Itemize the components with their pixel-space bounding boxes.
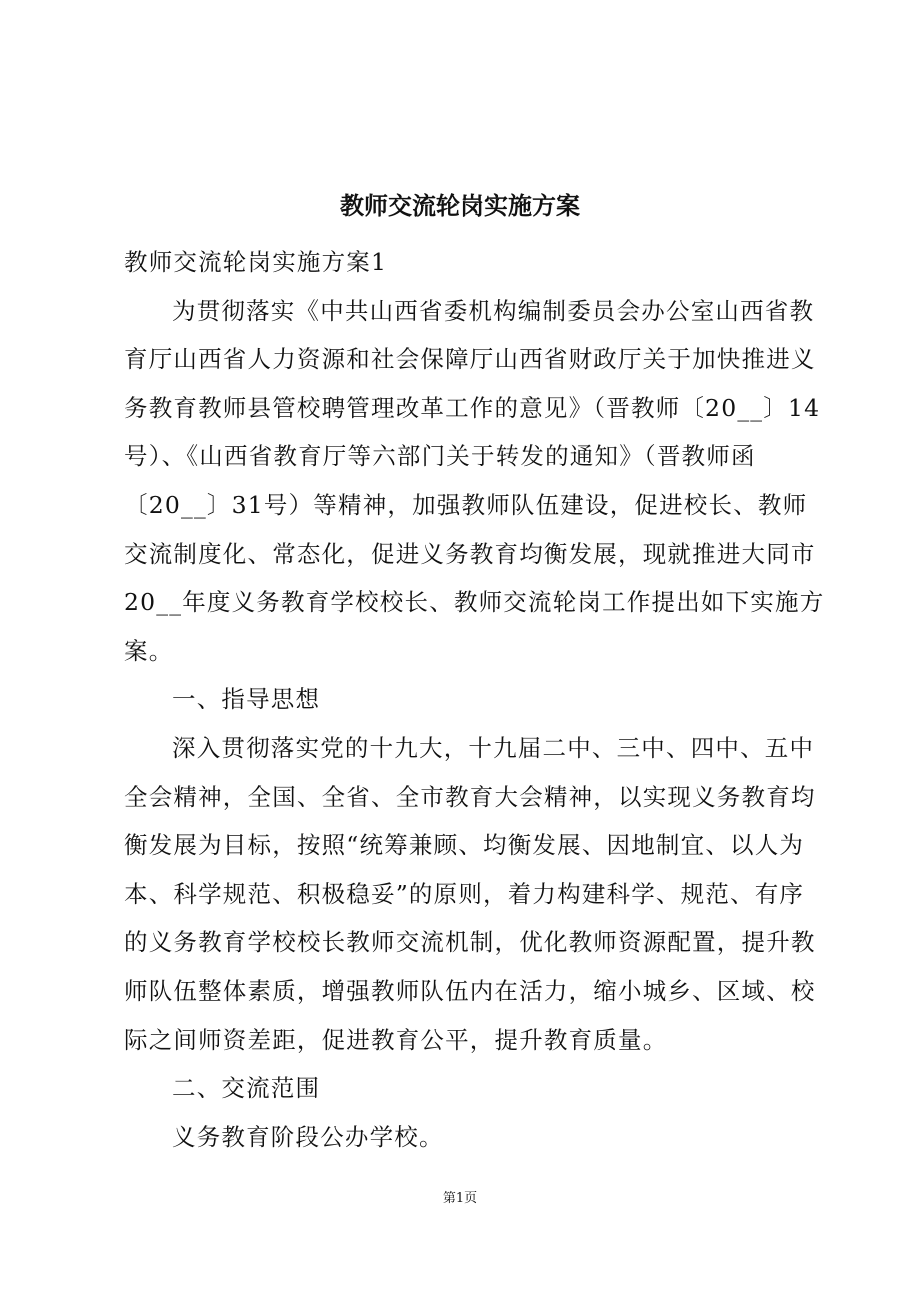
paragraph-line: 际之间师资差距，促进教育公平，提升教育质量。 bbox=[124, 1025, 668, 1054]
paragraph-line: 为贯彻落实《中共山西省委机构编制委员会办公室山西省教 bbox=[172, 296, 815, 325]
document-body bbox=[124, 238, 825, 1161]
paragraph-line: 号）、《山西省教育厅等六部门关于转发的通知》（晋教师函 bbox=[124, 442, 756, 471]
subtitle: 教师交流轮岗实施方案1 bbox=[124, 248, 388, 276]
section-heading-guiding-ideology: 一、指导思想 bbox=[172, 685, 321, 714]
paragraph-line: 务教育教师县管校聘管理改革工作的意见》（晋教师〔20__〕14 bbox=[124, 393, 821, 422]
document-title: 教师交流轮岗实施方案 bbox=[340, 191, 580, 220]
page-number: 第1页 bbox=[442, 1191, 478, 1206]
paragraph-2 bbox=[124, 724, 820, 1064]
paragraph-line: 案。 bbox=[124, 636, 174, 665]
paragraph-line: 衡发展为目标，按照“统筹兼顾、均衡发展、因地制宜、以人为 bbox=[124, 831, 805, 860]
paragraph-line: 20__年度义务教育学校校长、教师交流轮岗工作提出如下实施方 bbox=[124, 588, 825, 617]
paragraph-line: 全会精神，全国、全省、全市教育大会精神，以实现义务教育均 bbox=[124, 782, 816, 811]
paragraph-line: 本、科学规范、积极稳妥”的原则，着力构建科学、规范、有序 bbox=[124, 879, 805, 908]
paragraph-line: 〔20__〕31号）等精神，加强教师队伍建设，促进校长、教师 bbox=[124, 490, 808, 519]
paragraph-3: 义务教育阶段公办学校。 bbox=[172, 1122, 444, 1151]
paragraph-line: 师队伍整体素质，增强教师队伍内在活力，缩小城乡、区域、校 bbox=[124, 976, 816, 1005]
paragraph-line: 交流制度化、常态化，促进义务教育均衡发展，现就推进大同市 bbox=[124, 539, 816, 568]
section-heading-exchange-scope: 二、交流范围 bbox=[172, 1074, 321, 1103]
paragraph-line: 的义务教育学校校长教师交流机制，优化教师资源配置，提升教 bbox=[124, 928, 816, 957]
paragraph-line: 深入贯彻落实党的十九大，十九届二中、三中、四中、五中 bbox=[172, 733, 815, 762]
paragraph-line: 育厅山西省人力资源和社会保障厅山西省财政厅关于加快推进义 bbox=[124, 345, 816, 374]
paragraph-1 bbox=[124, 287, 825, 676]
